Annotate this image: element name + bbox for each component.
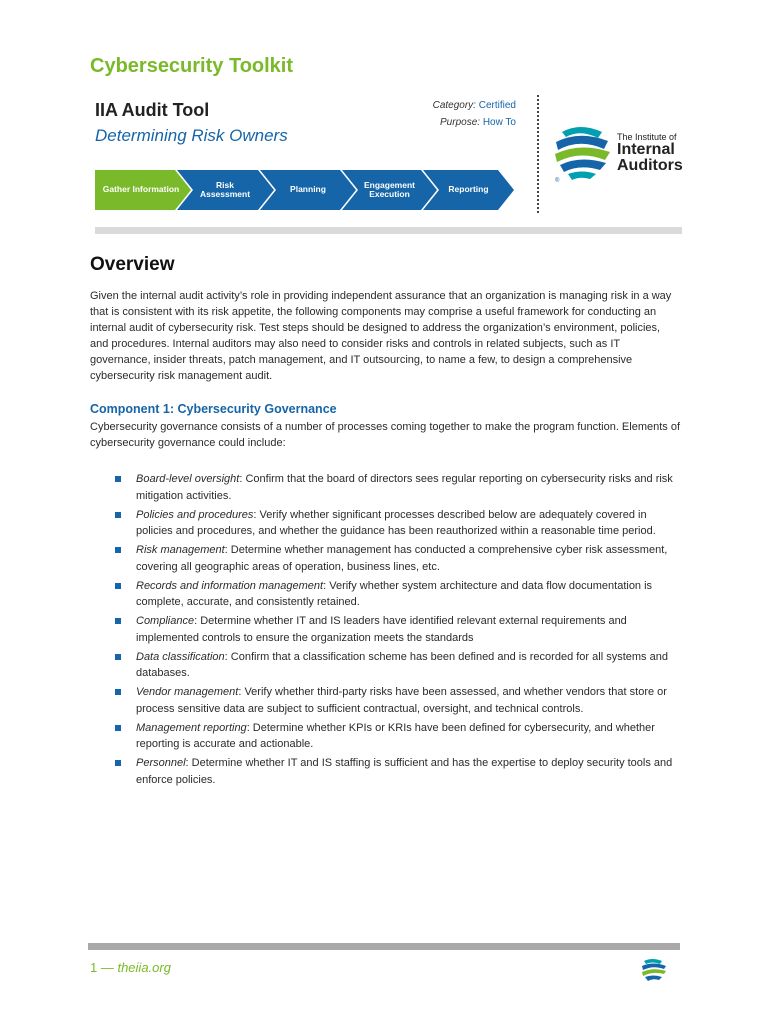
- toolkit-title: Cybersecurity Toolkit: [90, 55, 294, 77]
- footer-site-link[interactable]: theiia.org: [117, 960, 171, 975]
- overview-heading: Overview: [90, 254, 175, 275]
- purpose-value: How To: [482, 117, 516, 128]
- list-item: [90, 578, 680, 611]
- logo-line2: Internal: [617, 141, 675, 158]
- bullet-icon: [115, 547, 121, 553]
- step-engagement-execution: Engagement Execution: [363, 179, 415, 199]
- svg-text:®: ®: [555, 178, 560, 184]
- bullet-icon: [115, 583, 121, 589]
- logo-line1: The Institute of: [617, 132, 677, 142]
- header-divider: [537, 95, 539, 213]
- list-item-text: : Confirm that a classification scheme has been defined and is recorded for all systems and databases.: [136, 650, 668, 679]
- bullet-icon: [115, 512, 121, 518]
- bullet-icon: [115, 476, 121, 482]
- list-item: [90, 471, 680, 504]
- list-item: [90, 542, 680, 575]
- step-planning: Planning: [290, 184, 326, 195]
- bullet-icon: [115, 760, 121, 766]
- bullet-icon: [115, 654, 121, 660]
- list-item-text: : Determine whether management has conducted a comprehensive cyber risk assessment, covering all geographic areas of operation, business lines, etc.: [136, 544, 668, 573]
- component1-heading: Component 1: Cybersecurity Governance: [90, 402, 337, 416]
- process-flow: [95, 170, 515, 210]
- page-number: 1 —: [90, 960, 114, 975]
- footer-rule: [88, 943, 680, 950]
- list-item: [90, 684, 680, 717]
- list-item-term: Risk management: [136, 544, 225, 556]
- step-gather-information: Gather Information: [102, 184, 180, 195]
- category-label: Category:: [432, 100, 476, 111]
- footer: [90, 960, 171, 975]
- list-item-term: Records and information management: [136, 579, 324, 592]
- list-item-term: Personnel: [136, 757, 186, 769]
- list-item-text: : Verify whether third-party risks have been assessed, and whether vendors that store or process sensitive data are subject to sufficient contractual, oversight, and technical controls.: [136, 686, 667, 715]
- list-item-text: : Verify whether system architecture and data flow documentation is complete, accurate, and consistently retained.: [136, 579, 653, 608]
- list-item: [90, 755, 680, 788]
- bullet-icon: [115, 689, 121, 695]
- list-item-text: : Verify whether significant processes described below are adequately covered in policies and procedures, and whether the guidance has been reauthorized within a reasonable time period.: [136, 508, 656, 537]
- logo-wordmark: [617, 133, 683, 174]
- purpose-label: Purpose:: [440, 117, 481, 128]
- list-item-term: Compliance: [136, 615, 195, 627]
- list-item-text: : Confirm that the board of directors sees regular reporting on cybersecurity risks and risk mitigation activities.: [136, 473, 673, 502]
- logo-line3: Auditors: [617, 157, 683, 174]
- tool-title: IIA Audit Tool: [95, 100, 210, 120]
- list-item-term: Management reporting: [136, 721, 247, 734]
- governance-list: [90, 471, 680, 791]
- step-risk-assessment: Risk Assessment: [199, 179, 251, 199]
- step-reporting: Reporting: [448, 184, 489, 195]
- category-meta: [433, 100, 516, 111]
- list-item: [90, 613, 680, 646]
- list-item: [90, 720, 680, 753]
- overview-paragraph: Given the internal audit activity’s role in providing independent assurance that an organization is managing risk in a way that is consistent with its risk appetite, the following components may comprise a useful framework for conducting an internal audit of cybersecurity risk. Test steps should be designed to address the organization’s environment, policies, and procedures. Internal auditors may also need to consider risks and controls in related subjects, such as IT governance, insider threats, patch management, and IT outsourcing, to name a few, to design a comprehensive cybersecurity risk management audit.: [90, 290, 672, 382]
- tool-subtitle: Determining Risk Owners: [95, 126, 288, 145]
- list-item-term: Vendor management: [136, 686, 239, 698]
- category-value: Certified: [478, 100, 516, 111]
- iia-footer-logo-icon: [640, 957, 668, 983]
- list-item-text: : Determine whether KPIs or KRIs have been defined for cybersecurity, and whether reporting is accurate and actionable.: [136, 721, 655, 750]
- list-item-term: Board-level oversight: [136, 473, 240, 485]
- header-rule: [95, 227, 682, 234]
- bullet-icon: [115, 725, 121, 731]
- purpose-meta: [440, 117, 516, 128]
- list-item-text: : Determine whether IT and IS staffing is sufficient and has the expertise to deploy security tools and enforce policies.: [136, 757, 673, 786]
- list-item-term: Data classification: [136, 650, 225, 663]
- list-item: [90, 507, 680, 540]
- list-item-term: Policies and procedures: [136, 508, 254, 521]
- component1-intro: Cybersecurity governance consists of a number of processes coming together to make the program function. Elements of cybersecurity governance could include:: [90, 421, 681, 449]
- bullet-icon: [115, 618, 121, 624]
- list-item-text: : Determine whether IT and IS leaders have identified relevant external requirements and implemented controls to ensure the organization meets the standards: [136, 615, 627, 644]
- list-item: [90, 649, 680, 682]
